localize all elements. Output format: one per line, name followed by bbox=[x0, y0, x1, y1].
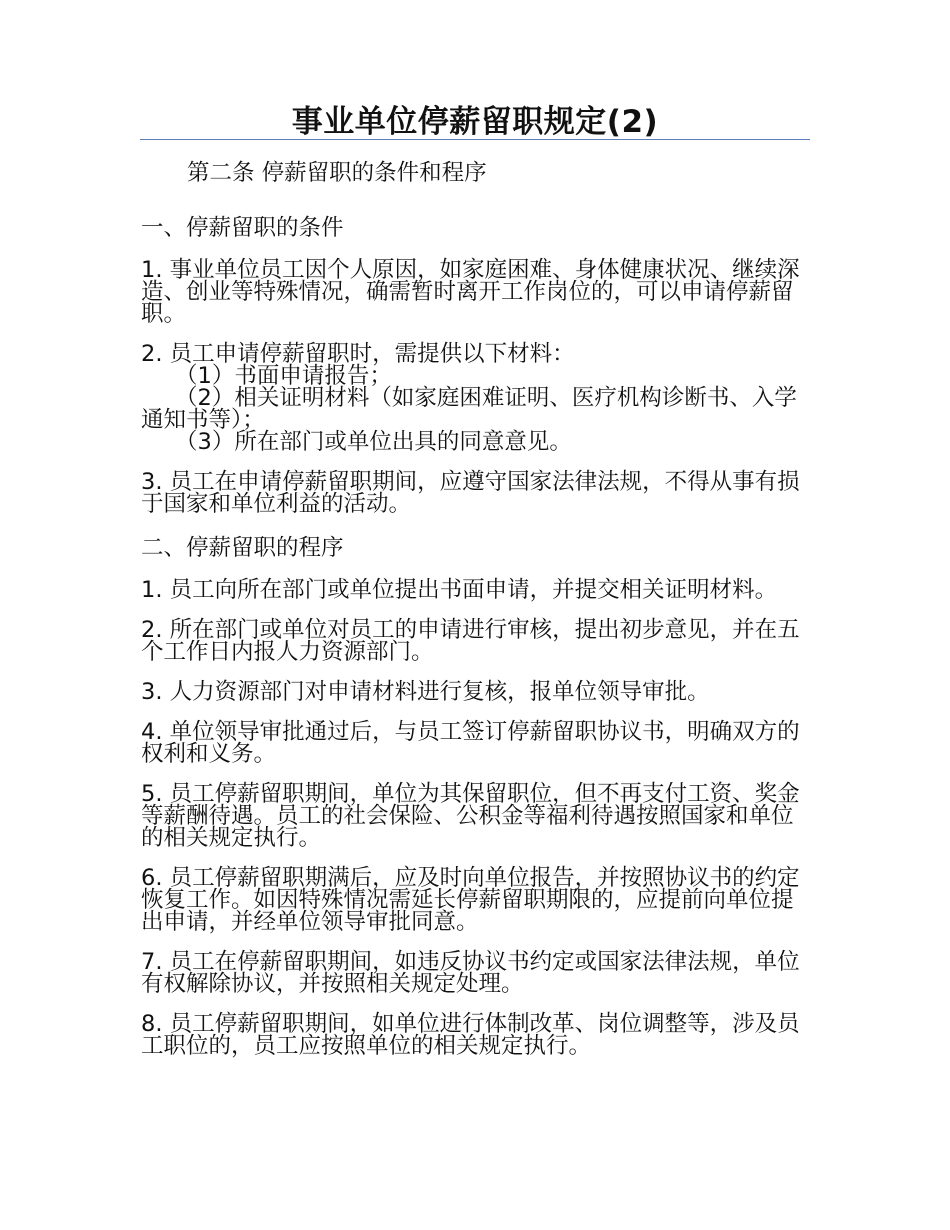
procedure-item-6: 6. 员工停薪留职期满后，应及时向单位报告，并按照协议书的约定恢复工作。如因特殊情况需延长停薪留职期限的，应提前向单位提出申请，并经单位领导审批同意。 bbox=[141, 865, 800, 935]
procedure-item-2: 2. 所在部门或单位对员工的申请进行审核，提出初步意见，并在五个工作日内报人力资源部门。 bbox=[141, 617, 800, 665]
procedure-item-7: 7. 员工在停薪留职期间，如违反协议书约定或国家法律法规，单位有权解除协议，并按照相关规定处理。 bbox=[141, 949, 800, 997]
section-heading-procedure: 二、停薪留职的程序 bbox=[141, 535, 344, 561]
article-heading: 第二条 停薪留职的条件和程序 bbox=[187, 160, 487, 186]
condition-item-2: 2. 员工申请停薪留职时，需提供以下材料： bbox=[141, 341, 575, 367]
procedure-item-4: 4. 单位领导审批通过后，与员工签订停薪留职协议书，明确双方的权利和义务。 bbox=[141, 719, 800, 767]
procedure-item-1: 1. 员工向所在部门或单位提出书面申请，并提交相关证明材料。 bbox=[141, 577, 778, 603]
material-item-2: （2）相关证明材料（如家庭困难证明、医疗机构诊断书、入学通知书等）； bbox=[141, 385, 797, 433]
material-item-3: （3）所在部门或单位出具的同意意见。 bbox=[175, 429, 572, 455]
condition-item-1: 1. 事业单位员工因个人原因，如家庭困难、身体健康状况、继续深造、创业等特殊情况，确需暂时离开工作岗位的，可以申请停薪留职。 bbox=[141, 257, 800, 327]
document-body bbox=[141, 155, 813, 1075]
procedure-item-8: 8. 员工停薪留职期间，如单位进行体制改革、岗位调整等，涉及员工职位的，员工应按照单位的相关规定执行。 bbox=[141, 1011, 800, 1059]
procedure-item-3: 3. 人力资源部门对申请材料进行复核，报单位领导审批。 bbox=[141, 679, 710, 705]
condition-item-3: 3. 员工在申请停薪留职期间，应遵守国家法律法规，不得从事有损于国家和单位利益的活动。 bbox=[141, 469, 800, 517]
procedure-item-5: 5. 员工停薪留职期间，单位为其保留职位，但不再支付工资、奖金等薪酬待遇。员工的社会保险、公积金等福利待遇按照国家和单位的相关规定执行。 bbox=[141, 781, 800, 851]
section-heading-conditions: 一、停薪留职的条件 bbox=[141, 215, 344, 241]
page-title: 事业单位停薪留职规定(2) bbox=[291, 104, 659, 140]
title-underline bbox=[140, 139, 810, 140]
material-item-1: （1）书面申请报告； bbox=[175, 363, 392, 389]
